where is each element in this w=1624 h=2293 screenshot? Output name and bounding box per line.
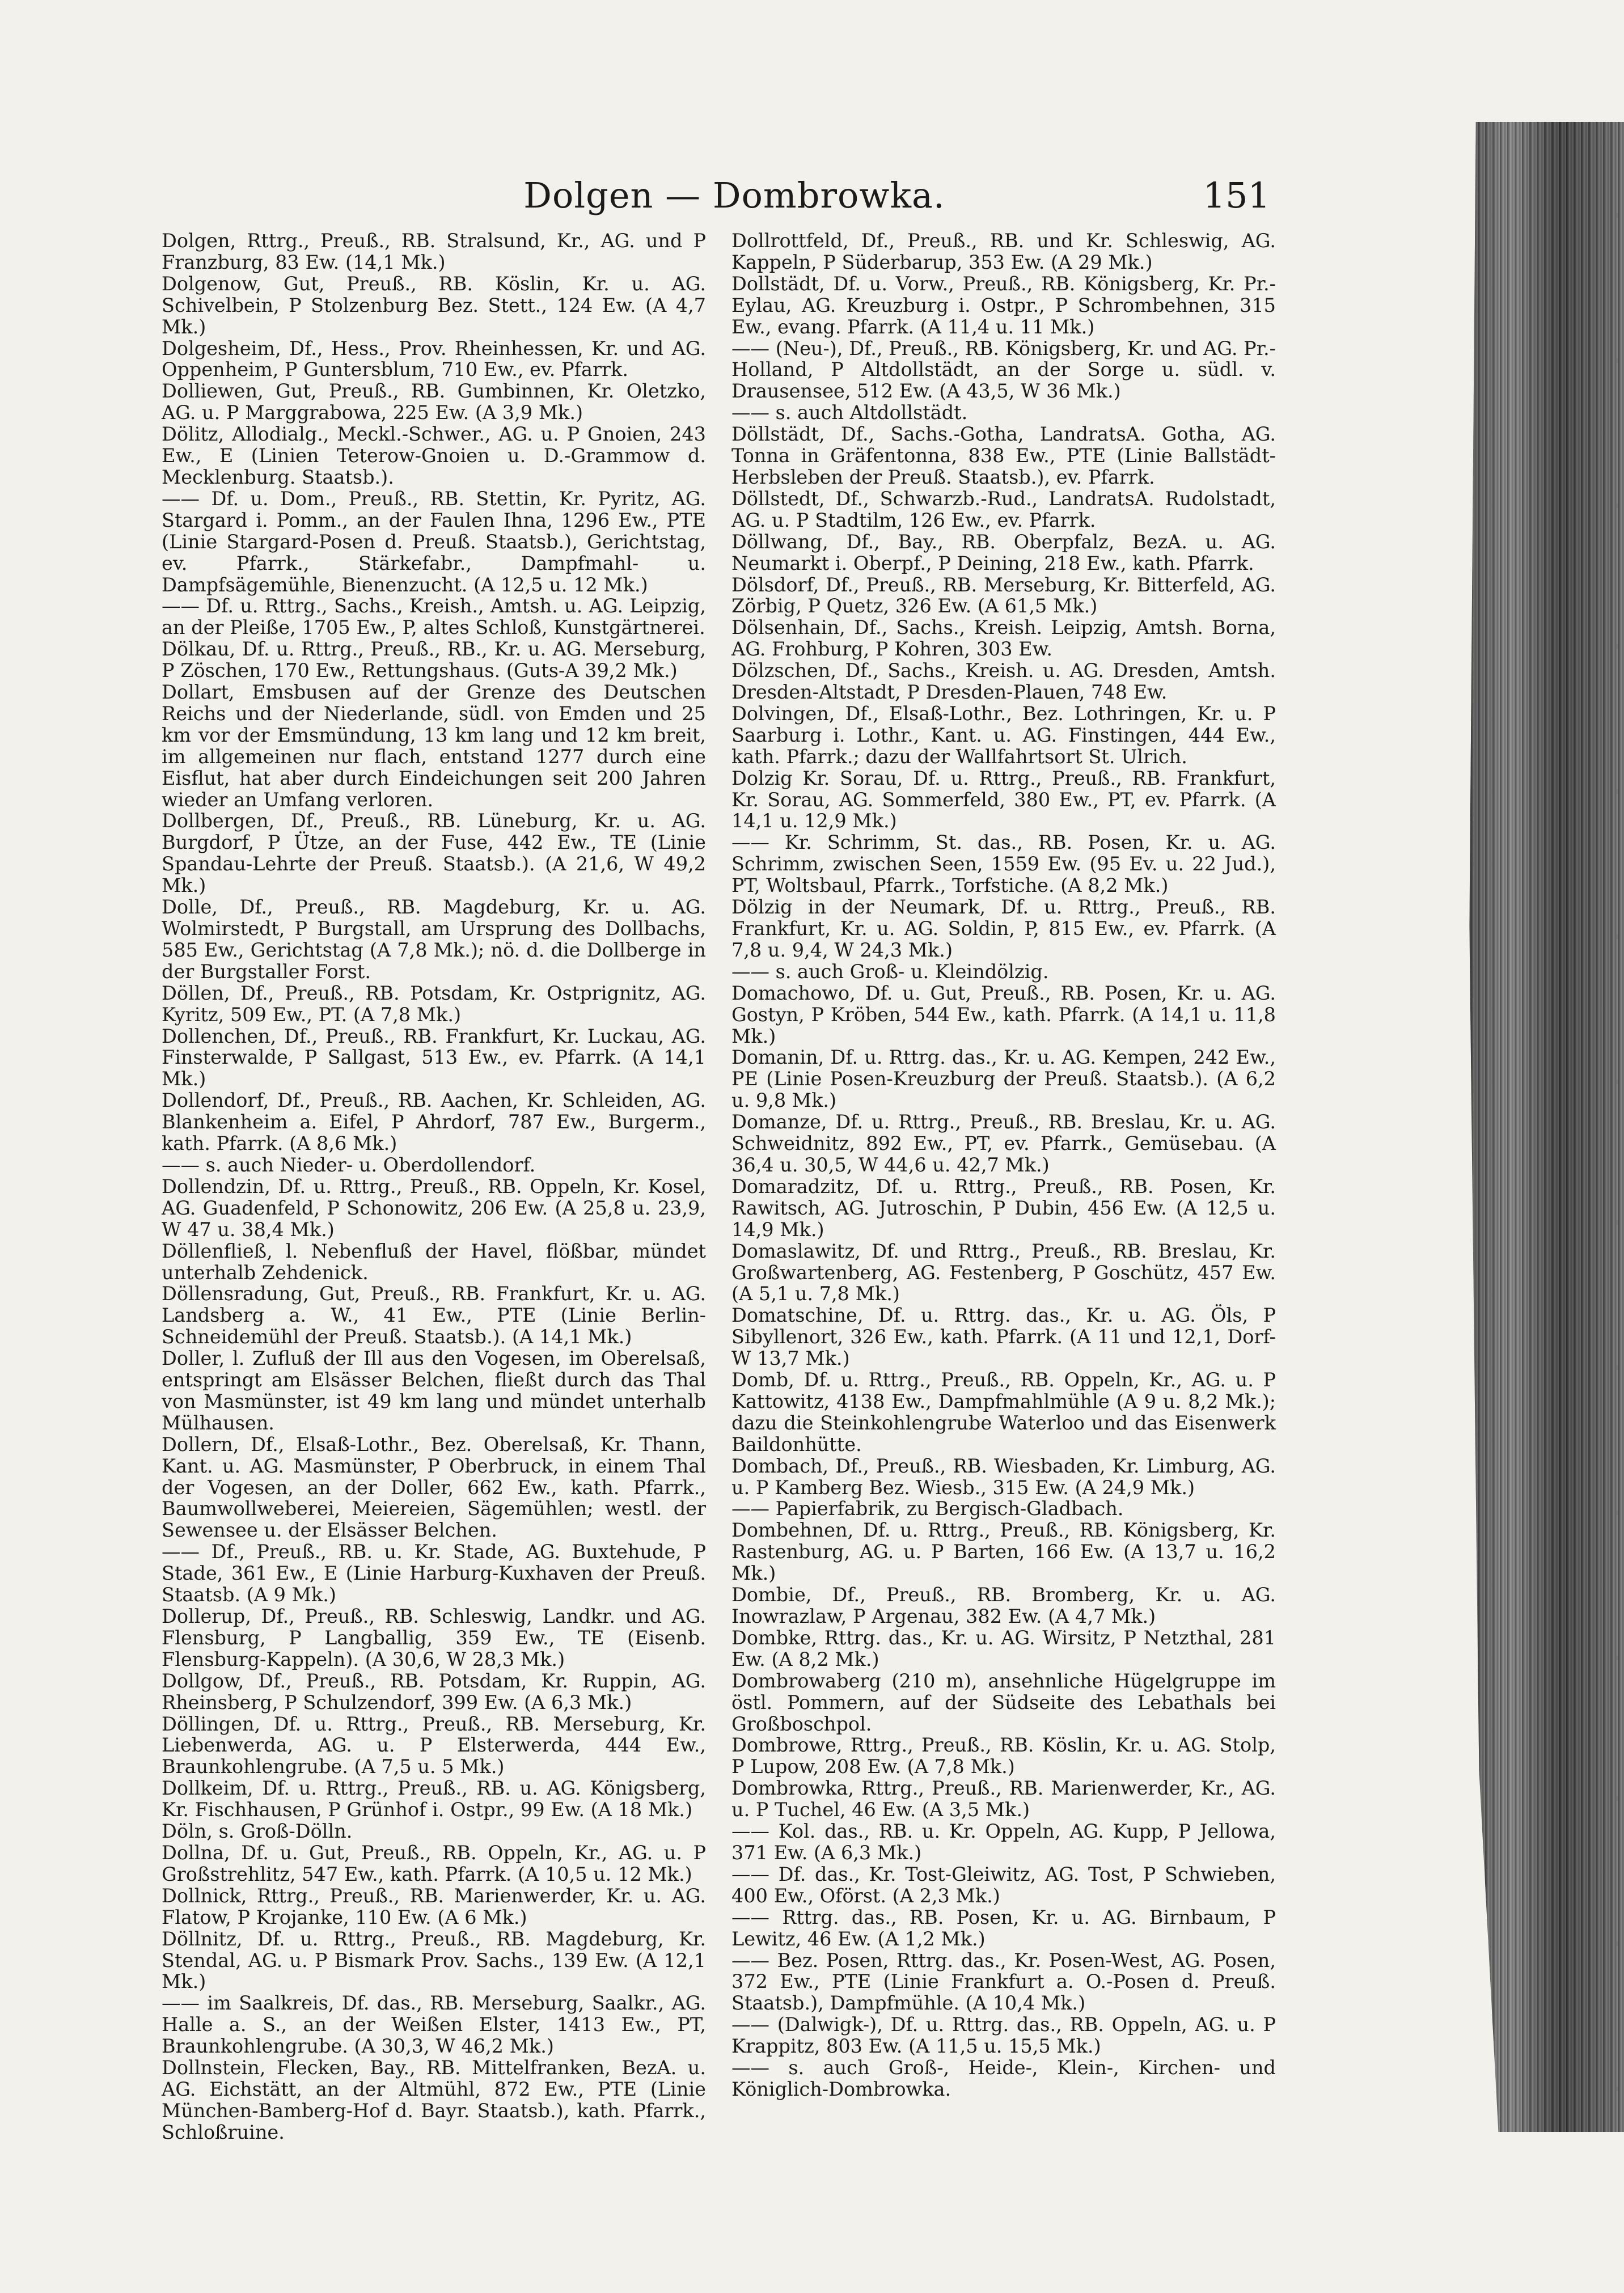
gazetteer-entry: Dollnstein, Flecken, Bay., RB. Mittelfranken, BezA. u. AG. Eichstätt, an der Altmühl, 872 Ew., PTE (Linie München-Bamberg-Hof d. Bayr. Staatsb.), kath. Pfarrk., Schloßruine. (162, 2057, 706, 2143)
gazetteer-entry: Dölsenhain, Df., Sachs., Kreish. Leipzig, Amtsh. Borna, AG. Frohburg, P Kohren, 303 Ew. (731, 616, 1276, 661)
gazetteer-entry: Döllenfließ, l. Nebenfluß der Havel, flößbar, mündet unterhalb Zehdenick. (162, 1239, 706, 1284)
gazetteer-entry: Dollerup, Df., Preuß., RB. Schleswig, Landkr. und AG. Flensburg, P Langballig, 359 Ew., TE (Eisenb. Flensburg-Kappeln). (A 30,6, W 28,3 Mk.) (162, 1605, 706, 1670)
gazetteer-entry: Dollrottfeld, Df., Preuß., RB. und Kr. Schleswig, AG. Kappeln, P Süderbarup, 353 Ew. (A 29 Mk.) (731, 230, 1276, 273)
gazetteer-entry: —— s. auch Groß-, Heide-, Klein-, Kirchen- und Königlich-Dombrowka. (731, 2057, 1276, 2100)
gazetteer-entry: Dollnick, Rttrg., Preuß., RB. Marienwerder, Kr. u. AG. Flatow, P Krojanke, 110 Ew. (A 6 Mk.) (162, 1884, 706, 1928)
gazetteer-entry: Dollenchen, Df., Preuß., RB. Frankfurt, Kr. Luckau, AG. Finsterwalde, P Sallgast, 513 Ew., ev. Pfarrk. (A 14,1 Mk.) (162, 1025, 706, 1090)
gazetteer-entry: Domatschine, Df. u. Rttrg. das., Kr. u. AG. Öls, P Sibyllenort, 326 Ew., kath. Pfarrk. (A 11 und 12,1, Dorf-W 13,7 Mk.) (731, 1304, 1276, 1370)
gazetteer-entry: —— s. auch Nieder- u. Oberdollendorf. (162, 1153, 536, 1176)
gazetteer-entry: Domachowo, Df. u. Gut, Preuß., RB. Posen, Kr. u. AG. Gostyn, P Kröben, 544 Ew., kath. Pfarrk. (A 14,1 u. 11,8 Mk.) (731, 981, 1276, 1047)
gazetteer-entry: Döllingen, Df. u. Rttrg., Preuß., RB. Merseburg, Kr. Liebenwerda, AG. u. P Elsterwerda, 444 Ew., Braunkohlengrube. (A 7,5 u. 5 Mk.) (162, 1712, 706, 1778)
gazetteer-entry: Dombrowe, Rttrg., Preuß., RB. Köslin, Kr. u. AG. Stolp, P Lupow, 208 Ew. (A 7,8 Mk.) (731, 1734, 1276, 1778)
gazetteer-entry: Dombke, Rttrg. das., Kr. u. AG. Wirsitz, P Netzthal, 281 Ew. (A 8,2 Mk.) (731, 1626, 1276, 1670)
gazetteer-entry: Dölzschen, Df., Sachs., Kreish. u. AG. Dresden, Amtsh. Dresden-Altstadt, P Dresden-Plauen, 748 Ew. (731, 659, 1276, 704)
gazetteer-entry: —— Papierfabrik, zu Bergisch-Gladbach. (731, 1497, 1124, 1520)
gazetteer-entry: Dollna, Df. u. Gut, Preuß., RB. Oppeln, Kr., AG. u. P Großstrehlitz, 547 Ew., kath. Pfarrk. (A 10,5 u. 12 Mk.) (162, 1841, 706, 1885)
gazetteer-entry: Dolle, Df., Preuß., RB. Magdeburg, Kr. u. AG. Wolmirstedt, P Burgstall, am Ursprung des Dollbachs, 585 Ew., Gerichtstag (A 7,8 Mk.); nö. d. die Dollberge in der Burgstaller Forst. (162, 896, 706, 983)
gazetteer-entry: Domb, Df. u. Rttrg., Preuß., RB. Oppeln, Kr., AG. u. P Kattowitz, 4138 Ew., Dampfmahlmühle (A 9 u. 8,2 Mk.); dazu die Steinkohlengrube Waterloo und das Eisenwerk Baildonhütte. (731, 1369, 1276, 1456)
gazetteer-entry: Dölitz, Allodialg., Meckl.-Schwer., AG. u. P Gnoien, 243 Ew., E (Linien Teterow-Gnoien u. D.-Grammow d. Mecklenburg. Staatsb.). (162, 423, 706, 488)
gazetteer-entry: —— im Saalkreis, Df. das., RB. Merseburg, Saalkr., AG. Halle a. S., an der Weißen Elster, 1413 Ew., PT, Braunkohlengrube. (A 30,3, W 46,2 Mk.) (162, 1992, 706, 2058)
gazetteer-entry: Doller, l. Zufluß der Ill aus den Vogesen, im Oberelsaß, entspringt am Elsässer Belchen, fließt durch das Thal von Masmünster, ist 49 km lang und mündet unterhalb Mülhausen. (162, 1347, 706, 1434)
gazetteer-entry: Dolzig Kr. Sorau, Df. u. Rttrg., Preuß., RB. Frankfurt, Kr. Sorau, AG. Sommerfeld, 380 Ew., PT, ev. Pfarrk. (A 14,1 u. 12,9 Mk.) (731, 767, 1276, 832)
gazetteer-entry: —— Df. das., Kr. Tost-Gleiwitz, AG. Tost, P Schwieben, 400 Ew., Oförst. (A 2,3 Mk.) (731, 1863, 1276, 1907)
gazetteer-entry: Dollern, Df., Elsaß-Lothr., Bez. Oberelsaß, Kr. Thann, Kant. u. AG. Masmünster, P Oberbruck, in einem Thal der Vogesen, an der Doller, 662 Ew., kath. Pfarrk., Baumwollweberei, Meiereien, Sägemühlen; westl. der Sewensee u. der Elsässer Belchen. (162, 1433, 706, 1542)
gazetteer-entry: Döllen, Df., Preuß., RB. Potsdam, Kr. Ostprignitz, AG. Kyritz, 509 Ew., PT. (A 7,8 Mk.) (162, 981, 706, 1026)
gazetteer-entry: Döln, s. Groß-Dölln. (162, 1820, 353, 1843)
gazetteer-entry: Dölsdorf, Df., Preuß., RB. Merseburg, Kr. Bitterfeld, AG. Zörbig, P Quetz, 326 Ew. (A 61,5 Mk.) (731, 573, 1276, 617)
gazetteer-entry: Dollgow, Df., Preuß., RB. Potsdam, Kr. Ruppin, AG. Rheinsberg, P Schulzendorf, 399 Ew. (A 6,3 Mk.) (162, 1669, 706, 1714)
gazetteer-entry: Dölkau, Df. u. Rttrg., Preuß., RB., Kr. u. AG. Merseburg, P Zöschen, 170 Ew., Rettungshaus. (Guts-A 39,2 Mk.) (162, 638, 706, 682)
gazetteer-entry: —— Bez. Posen, Rttrg. das., Kr. Posen-West, AG. Posen, 372 Ew., PTE (Linie Frankfurt a. O.-Posen d. Preuß. Staatsb.), Dampfmühle. (A 10,4 Mk.) (731, 1949, 1276, 2015)
gazetteer-entry: Dolvingen, Df., Elsaß-Lothr., Bez. Lothringen, Kr. u. P Saarburg i. Lothr., Kant. u. AG. Finstingen, 444 Ew., kath. Pfarrk.; dazu der Wallfahrtsort St. Ulrich. (731, 702, 1276, 768)
gazetteer-entry: Dollbergen, Df., Preuß., RB. Lüneburg, Kr. u. AG. Burgdorf, P Ütze, an der Fuse, 442 Ew., TE (Linie Spandau-Lehrte der Preuß. Staatsb.). (A 21,6, W 49,2 Mk.) (162, 810, 706, 897)
gazetteer-entry: Domanze, Df. u. Rttrg., Preuß., RB. Breslau, Kr. u. AG. Schweidnitz, 892 Ew., PT, ev. Pfarrk., Gemüsebau. (A 36,4 u. 30,5, W 44,6 u. 42,7 Mk.) (731, 1111, 1276, 1176)
gazetteer-entry: Domanin, Df. u. Rttrg. das., Kr. u. AG. Kempen, 242 Ew., PE (Linie Posen-Kreuzburg der Preuß. Staatsb.). (A 6,2 u. 9,8 Mk.) (731, 1046, 1276, 1112)
gazetteer-entry: Döllstädt, Df., Sachs.-Gotha, LandratsA. Gotha, AG. Tonna in Gräfentonna, 838 Ew., PTE (Linie Ballstädt-Herbsleben der Preuß. Staatsb.), ev. Pfarrk. (731, 423, 1276, 488)
gazetteer-entry: —— Df. u. Dom., Preuß., RB. Stettin, Kr. Pyritz, AG. Stargard i. Pomm., an der Faulen Ihna, 1296 Ew., PTE (Linie Stargard-Posen d. Preuß. Staatsb.), Gerichtstag, ev. Pfarrk., Stärkefabr., Dampfmahl- u. Dampfsägemühle, Bienenzucht. (A 12,5 u. 12 Mk.) (162, 487, 706, 596)
gazetteer-entry: Döllensradung, Gut, Preuß., RB. Frankfurt, Kr. u. AG. Landsberg a. W., 41 Ew., PTE (Linie Berlin-Schneidemühl der Preuß. Staatsb.). (A 14,1 Mk.) (162, 1283, 706, 1348)
gazetteer-entry: Döllnitz, Df. u. Rttrg., Preuß., RB. Magdeburg, Kr. Stendal, AG. u. P Bismark Prov. Sachs., 139 Ew. (A 12,1 Mk.) (162, 1927, 706, 1993)
gazetteer-entry: Dölzig in der Neumark, Df. u. Rttrg., Preuß., RB. Frankfurt, Kr. u. AG. Soldin, P, 815 Ew., ev. Pfarrk. (A 7,8 u. 9,4, W 24,3 Mk.) (731, 896, 1276, 961)
gazetteer-entry: —— Kr. Schrimm, St. das., RB. Posen, Kr. u. AG. Schrimm, zwischen Seen, 1559 Ew. (95 Ev. u. 22 Jud.), PT, Woltsbaul, Pfarrk., Torfstiche. (A 8,2 Mk.) (731, 831, 1276, 897)
gazetteer-entry: Domaslawitz, Df. und Rttrg., Preuß., RB. Breslau, Kr. Großwartenberg, AG. Festenberg, P Goschütz, 457 Ew. (A 5,1 u. 7,8 Mk.) (731, 1239, 1276, 1305)
gazetteer-entry: —— s. auch Groß- u. Kleindölzig. (731, 960, 1049, 983)
gazetteer-entry: —— Df. u. Rttrg., Sachs., Kreish., Amtsh. u. AG. Leipzig, an der Pleiße, 1705 Ew., P, altes Schloß, Kunstgärtnerei. (162, 595, 706, 639)
gazetteer-entry: Dollendzin, Df. u. Rttrg., Preuß., RB. Oppeln, Kr. Kosel, AG. Guadenfeld, P Schonowitz, 206 Ew. (A 25,8 u. 23,9, W 47 u. 38,4 Mk.) (162, 1175, 706, 1241)
gazetteer-entry: —— (Neu-), Df., Preuß., RB. Königsberg, Kr. und AG. Pr.-Holland, P Altdollstädt, an der Sorge u. südl. v. Drausensee, 512 Ew. (A 43,5, W 36 Mk.) (731, 337, 1276, 403)
gazetteer-entry: Dolliewen, Gut, Preuß., RB. Gumbinnen, Kr. Oletzko, AG. u. P Marggrabowa, 225 Ew. (A 3,9 Mk.) (162, 380, 706, 424)
book-spine-edge (1463, 122, 1624, 2132)
gazetteer-entry: Döllstedt, Df., Schwarzb.-Rud., LandratsA. Rudolstadt, AG. u. P Stadtilm, 126 Ew., ev. Pfarrk. (731, 487, 1276, 531)
gazetteer-entry: Dolgenow, Gut, Preuß., RB. Köslin, Kr. u. AG. Schivelbein, P Stolzenburg Bez. Stett., 124 Ew. (A 4,7 Mk.) (162, 272, 706, 338)
gazetteer-entry: Dombach, Df., Preuß., RB. Wiesbaden, Kr. Limburg, AG. u. P Kamberg Bez. Wiesb., 315 Ew. (A 24,9 Mk.) (731, 1454, 1276, 1499)
gazetteer-entry: Dombrowka, Rttrg., Preuß., RB. Marienwerder, Kr., AG. u. P Tuchel, 46 Ew. (A 3,5 Mk.) (731, 1777, 1276, 1821)
gazetteer-entry: Dombrowaberg (210 m), ansehnliche Hügelgruppe im östl. Pommern, auf der Südseite des Lebathals bei Großboschpol. (731, 1669, 1276, 1735)
right-column (731, 230, 1276, 2100)
gazetteer-entry: —— (Dalwigk-), Df. u. Rttrg. das., RB. Oppeln, AG. u. P Krappitz, 803 Ew. (A 11,5 u. 15,5 Mk.) (731, 2013, 1276, 2058)
gazetteer-entry: Dollkeim, Df. u. Rttrg., Preuß., RB. u. AG. Königsberg, Kr. Fischhausen, P Grünhof i. Ostpr., 99 Ew. (A 18 Mk.) (162, 1777, 706, 1821)
gazetteer-entry: —— s. auch Altdollstädt. (731, 401, 968, 424)
left-column (162, 230, 706, 2143)
running-head: Dolgen — Dombrowka. (523, 175, 945, 216)
gazetteer-entry: Dollstädt, Df. u. Vorw., Preuß., RB. Königsberg, Kr. Pr.-Eylau, AG. Kreuzburg i. Ostpr., P Schrombehnen, 315 Ew., evang. Pfarrk. (A 11,4 u. 11 Mk.) (731, 272, 1276, 338)
page-header (164, 175, 1304, 226)
gazetteer-entry: Dombehnen, Df. u. Rttrg., Preuß., RB. Königsberg, Kr. Rastenburg, AG. u. P Barten, 166 Ew. (A 13,7 u. 16,2 Mk.) (731, 1519, 1276, 1585)
gazetteer-entry: Dolgen, Rttrg., Preuß., RB. Stralsund, Kr., AG. und P Franzburg, 83 Ew. (14,1 Mk.) (162, 230, 706, 273)
gazetteer-entry: Dollendorf, Df., Preuß., RB. Aachen, Kr. Schleiden, AG. Blankenheim a. Eifel, P Ahrdorf, 787 Ew., Burgerm., kath. Pfarrk. (A 8,6 Mk.) (162, 1089, 706, 1155)
gazetteer-entry: Döllwang, Df., Bay., RB. Oberpfalz, BezA. u. AG. Neumarkt i. Oberpf., P Deining, 218 Ew., kath. Pfarrk. (731, 530, 1276, 574)
gazetteer-entry: Domaradzitz, Df. u. Rttrg., Preuß., RB. Posen, Kr. Rawitsch, AG. Jutroschin, P Dubin, 456 Ew. (A 12,5 u. 14,9 Mk.) (731, 1175, 1276, 1241)
gazetteer-entry: Dolgesheim, Df., Hess., Prov. Rheinhessen, Kr. und AG. Oppenheim, P Guntersblum, 710 Ew., ev. Pfarrk. (162, 337, 706, 381)
gazetteer-entry: —— Rttrg. das., RB. Posen, Kr. u. AG. Birnbaum, P Lewitz, 46 Ew. (A 1,2 Mk.) (731, 1906, 1276, 1950)
gazetteer-entry: —— Kol. das., RB. u. Kr. Oppeln, AG. Kupp, P Jellowa, 371 Ew. (A 6,3 Mk.) (731, 1820, 1276, 1864)
page-number: 151 (1203, 175, 1270, 216)
gazetteer-entry: Dombie, Df., Preuß., RB. Bromberg, Kr. u. AG. Inowrazlaw, P Argenau, 382 Ew. (A 4,7 Mk.) (731, 1584, 1276, 1627)
gazetteer-entry: —— Df., Preuß., RB. u. Kr. Stade, AG. Buxtehude, P Stade, 361 Ew., E (Linie Harburg-Kuxhaven der Preuß. Staatsb. (A 9 Mk.) (162, 1541, 706, 1606)
gazetteer-entry: Dollart, Emsbusen auf der Grenze des Deutschen Reichs und der Niederlande, südl. von Emden und 25 km vor der Emsmündung, 13 km lang und 12 km breit, im allgemeinen nur flach, entstand 1277 durch eine Eisflut, hat aber durch Eindeichungen seit 200 Jahren wieder an Umfang verloren. (162, 681, 706, 811)
